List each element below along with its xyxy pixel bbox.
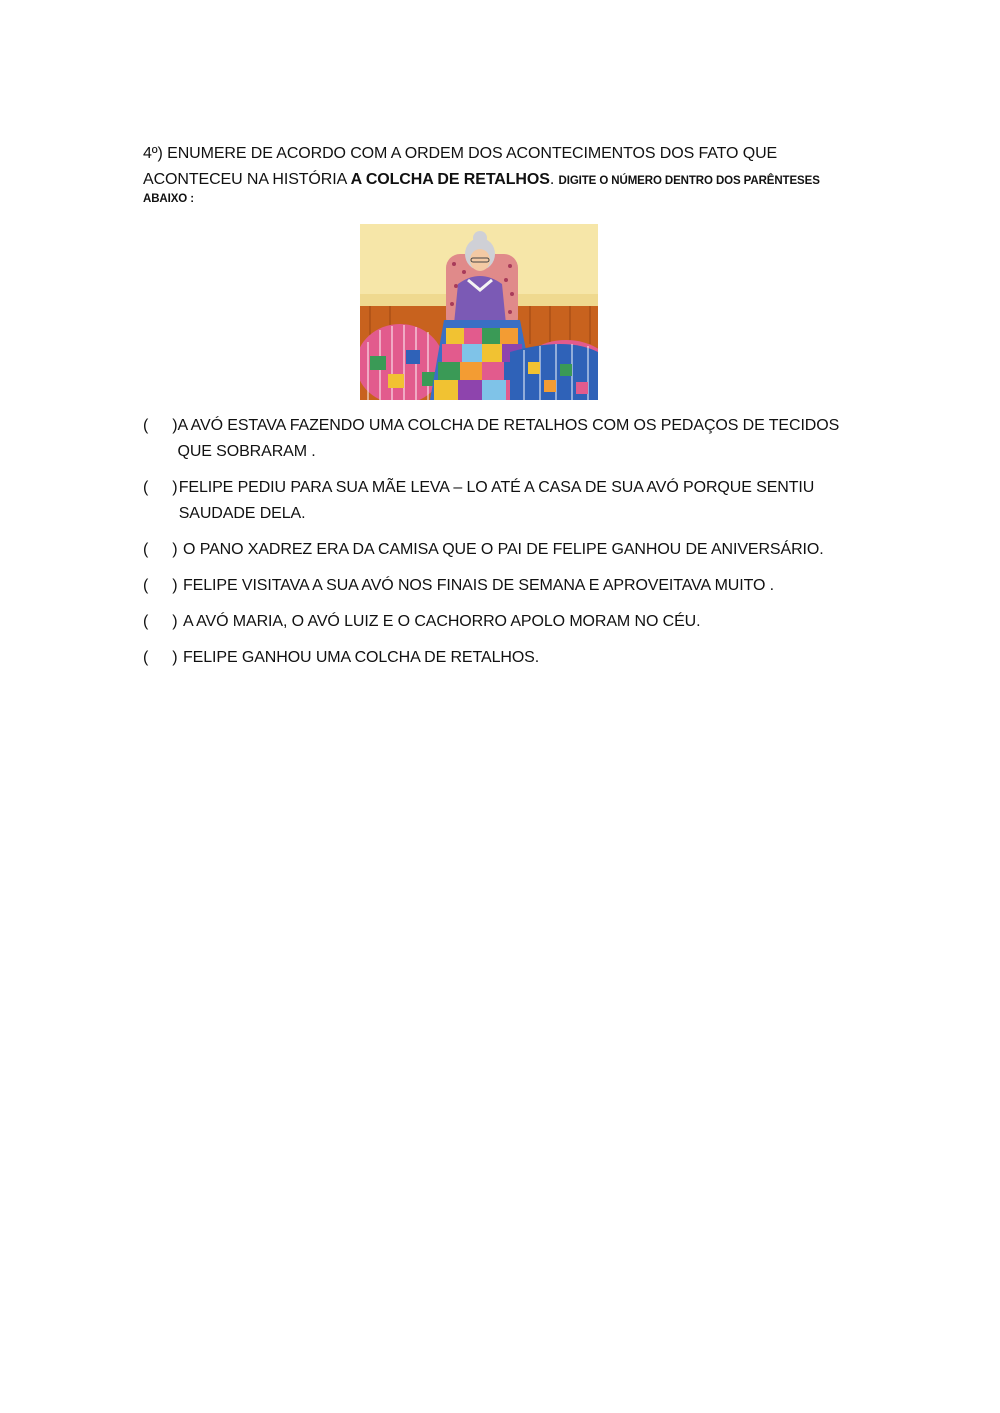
list-item — [143, 645, 863, 671]
list-item — [143, 573, 863, 599]
order-number-input[interactable] — [152, 609, 168, 635]
answer-parentheses: ( ) — [143, 537, 183, 563]
grandmother-quilt-illustration — [360, 224, 598, 400]
list-item — [143, 609, 863, 635]
answer-parentheses: ( ) — [143, 609, 183, 635]
grandmother-sewing-icon — [360, 224, 598, 400]
event-text: A AVÓ ESTAVA FAZENDO UMA COLCHA DE RETALHOS COM OS PEDAÇOS DE TECIDOS QUE SOBRARAM . — [177, 417, 840, 460]
story-title: A COLCHA DE RETALHOS — [350, 171, 550, 188]
event-text: FELIPE GANHOU UMA COLCHA DE RETALHOS. — [183, 649, 540, 666]
list-item — [143, 475, 863, 527]
order-number-input[interactable] — [152, 475, 168, 501]
event-text: FELIPE VISITAVA A SUA AVÓ NOS FINAIS DE SEMANA E APROVEITAVA MUITO . — [183, 577, 775, 594]
instruction-line-2: ABAIXO : — [143, 193, 194, 205]
answer-parentheses: ( ) — [143, 645, 183, 671]
order-number-input[interactable] — [152, 537, 168, 563]
title-punctuation: . — [549, 171, 559, 188]
order-number-input[interactable] — [152, 413, 168, 439]
event-text: O PANO XADREZ ERA DA CAMISA QUE O PAI DE FELIPE GANHOU DE ANIVERSÁRIO. — [183, 541, 824, 558]
event-text: A AVÓ MARIA, O AVÓ LUIZ E O CACHORRO APOLO MORAM NO CÉU. — [183, 613, 701, 630]
event-text: FELIPE PEDIU PARA SUA MÃE LEVA – LO ATÉ A CASA DE SUA AVÓ PORQUE SENTIU SAUDADE DELA. — [178, 479, 815, 522]
list-item — [143, 537, 863, 563]
question-intro: 4º) ENUMERE DE ACORDO COM A ORDEM DOS ACONTECIMENTOS DOS FATO QUE ACONTECEU NA HISTÓRIA — [143, 145, 778, 188]
answer-parentheses: ( ) — [143, 475, 179, 527]
order-number-input[interactable] — [152, 573, 168, 599]
answer-parentheses: ( ) — [143, 413, 177, 465]
answer-parentheses: ( ) — [143, 573, 183, 599]
list-item — [143, 413, 863, 465]
instruction-line-1: DIGITE O NÚMERO DENTRO DOS PARÊNTESES — [558, 175, 820, 187]
order-number-input[interactable] — [152, 645, 168, 671]
event-order-list — [143, 413, 863, 681]
question-heading — [143, 141, 863, 206]
